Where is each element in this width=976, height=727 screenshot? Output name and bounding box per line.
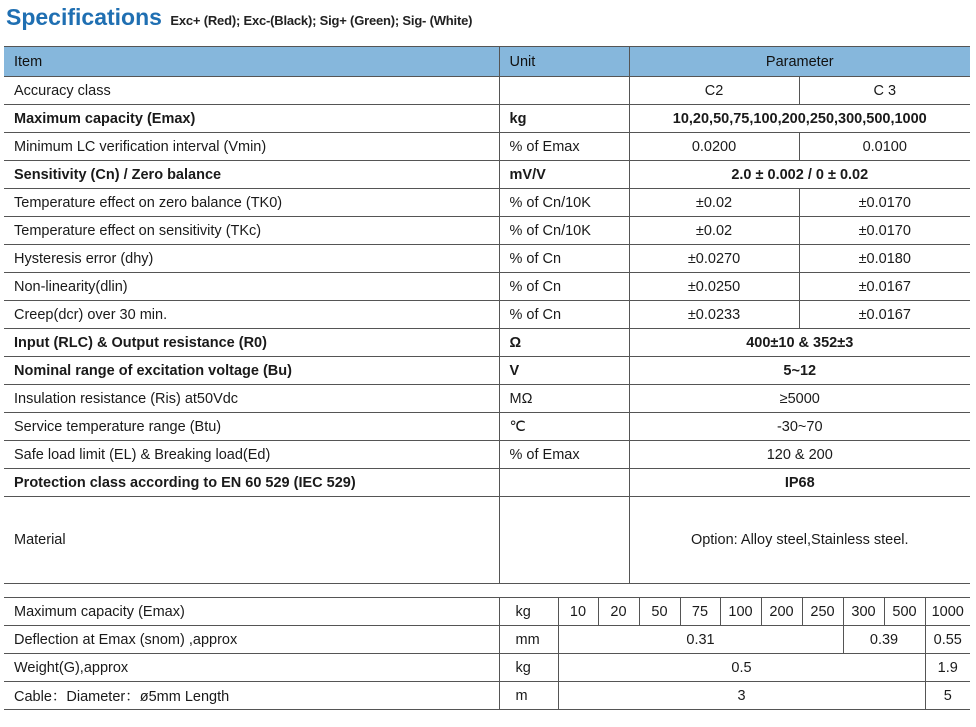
row-unit: % of Cn (499, 245, 629, 273)
row-unit: mV/V (499, 161, 629, 189)
row-unit: % of Cn (499, 301, 629, 329)
row-value-c2: ±0.02 (629, 217, 799, 245)
table-row (4, 329, 970, 357)
table-row (4, 245, 970, 273)
capacity-cell: 75 (680, 598, 720, 626)
row-item: Temperature effect on zero balance (TK0) (4, 189, 499, 217)
row-item: Minimum LC verification interval (Vmin) (4, 133, 499, 161)
row-value-c3: ±0.0167 (799, 301, 970, 329)
row-item: Temperature effect on sensitivity (TKc) (4, 217, 499, 245)
weight-cell: 0.5 (558, 654, 925, 682)
row-item: Protection class according to EN 60 529 (IEC 529) (4, 469, 499, 497)
row-value-c2: ±0.0270 (629, 245, 799, 273)
table-row (4, 301, 970, 329)
table-row (4, 413, 970, 441)
cable-length-cell: 5 (925, 682, 970, 710)
table-row (4, 682, 970, 710)
capacity-cell: 250 (802, 598, 843, 626)
capacity-cell: 200 (761, 598, 802, 626)
row-value: IP68 (629, 469, 970, 497)
row-unit (499, 469, 629, 497)
row-value-c2: ±0.0233 (629, 301, 799, 329)
capacity-cell: 100 (720, 598, 761, 626)
row-unit: kg (499, 105, 629, 133)
row-item: Insulation resistance (Ris) at50Vdc (4, 385, 499, 413)
row-value: 5~12 (629, 357, 970, 385)
row-value-c2: ±0.02 (629, 189, 799, 217)
row-unit: % of Emax (499, 441, 629, 469)
row-unit: Ω (499, 329, 629, 357)
deflection-cell: 0.39 (843, 626, 925, 654)
unit-header: Unit (499, 47, 629, 77)
page-title: Specifications (6, 4, 162, 30)
row-item: Material (4, 497, 499, 584)
row-value-c3: ±0.0170 (799, 217, 970, 245)
row-value: 400±10 & 352±3 (629, 329, 970, 357)
row-unit: m (499, 682, 558, 710)
table-row (4, 133, 970, 161)
capacity-table (4, 597, 970, 710)
wire-color-legend: Exc+ (Red); Exc-(Black); Sig+ (Green); Sig- (White) (170, 13, 473, 28)
table-row (4, 273, 970, 301)
table-row (4, 161, 970, 189)
table-header-row (4, 47, 970, 77)
table-row (4, 598, 970, 626)
row-unit: % of Cn (499, 273, 629, 301)
item-header: Item (4, 47, 499, 77)
row-item: Hysteresis error (dhy) (4, 245, 499, 273)
row-item: Creep(dcr) over 30 min. (4, 301, 499, 329)
table-row (4, 626, 970, 654)
capacity-cell: 50 (639, 598, 680, 626)
row-unit: ℃ (499, 413, 629, 441)
table-row (4, 654, 970, 682)
row-unit: % of Cn/10K (499, 217, 629, 245)
weight-cell: 1.9 (925, 654, 970, 682)
capacity-cell: 1000 (925, 598, 970, 626)
capacity-cell: 10 (558, 598, 598, 626)
row-item: Input (RLC) & Output resistance (R0) (4, 329, 499, 357)
row-label: Maximum capacity (Emax) (4, 598, 499, 626)
table-row (4, 105, 970, 133)
row-value-c2: 0.0200 (629, 133, 799, 161)
row-value: 2.0 ± 0.002 / 0 ± 0.02 (629, 161, 970, 189)
row-unit: V (499, 357, 629, 385)
row-unit: kg (499, 654, 558, 682)
row-value-c3: C 3 (799, 77, 970, 105)
capacity-cell: 20 (598, 598, 639, 626)
row-unit: MΩ (499, 385, 629, 413)
parameter-header: Parameter (629, 47, 970, 77)
row-unit: % of Cn/10K (499, 189, 629, 217)
row-item: Safe load limit (EL) & Breaking load(Ed) (4, 441, 499, 469)
row-value: ≥5000 (629, 385, 970, 413)
row-value-c3: ±0.0170 (799, 189, 970, 217)
table-row (4, 441, 970, 469)
row-unit (499, 77, 629, 105)
row-unit (499, 497, 629, 584)
cable-length-cell: 3 (558, 682, 925, 710)
row-unit: mm (499, 626, 558, 654)
row-value: -30~70 (629, 413, 970, 441)
row-item: Accuracy class (4, 77, 499, 105)
capacity-cell: 300 (843, 598, 884, 626)
specifications-table (4, 46, 970, 584)
row-value: 120 & 200 (629, 441, 970, 469)
table-row (4, 77, 970, 105)
deflection-cell: 0.31 (558, 626, 843, 654)
row-item: Sensitivity (Cn) / Zero balance (4, 161, 499, 189)
table-row (4, 357, 970, 385)
row-item: Non-linearity(dlin) (4, 273, 499, 301)
table-row (4, 189, 970, 217)
row-value-c2: C2 (629, 77, 799, 105)
table-row (4, 217, 970, 245)
table-row (4, 385, 970, 413)
row-label: Cable：Diameter：ø5mm Length (4, 682, 499, 710)
row-label: Weight(G),approx (4, 654, 499, 682)
row-label: Deflection at Emax (snom) ,approx (4, 626, 499, 654)
row-value-c2: ±0.0250 (629, 273, 799, 301)
row-value-c3: 0.0100 (799, 133, 970, 161)
row-value: Option: Alloy steel,Stainless steel. (629, 497, 970, 584)
row-value-c3: ±0.0180 (799, 245, 970, 273)
row-unit: % of Emax (499, 133, 629, 161)
table-row (4, 469, 970, 497)
deflection-cell: 0.55 (925, 626, 970, 654)
row-item: Service temperature range (Btu) (4, 413, 499, 441)
row-item: Maximum capacity (Emax) (4, 105, 499, 133)
capacity-cell: 500 (884, 598, 925, 626)
row-value: 10,20,50,75,100,200,250,300,500,1000 (629, 105, 970, 133)
table-row (4, 497, 970, 584)
row-unit: kg (499, 598, 558, 626)
page-header (6, 4, 472, 34)
row-value-c3: ±0.0167 (799, 273, 970, 301)
row-item: Nominal range of excitation voltage (Bu) (4, 357, 499, 385)
